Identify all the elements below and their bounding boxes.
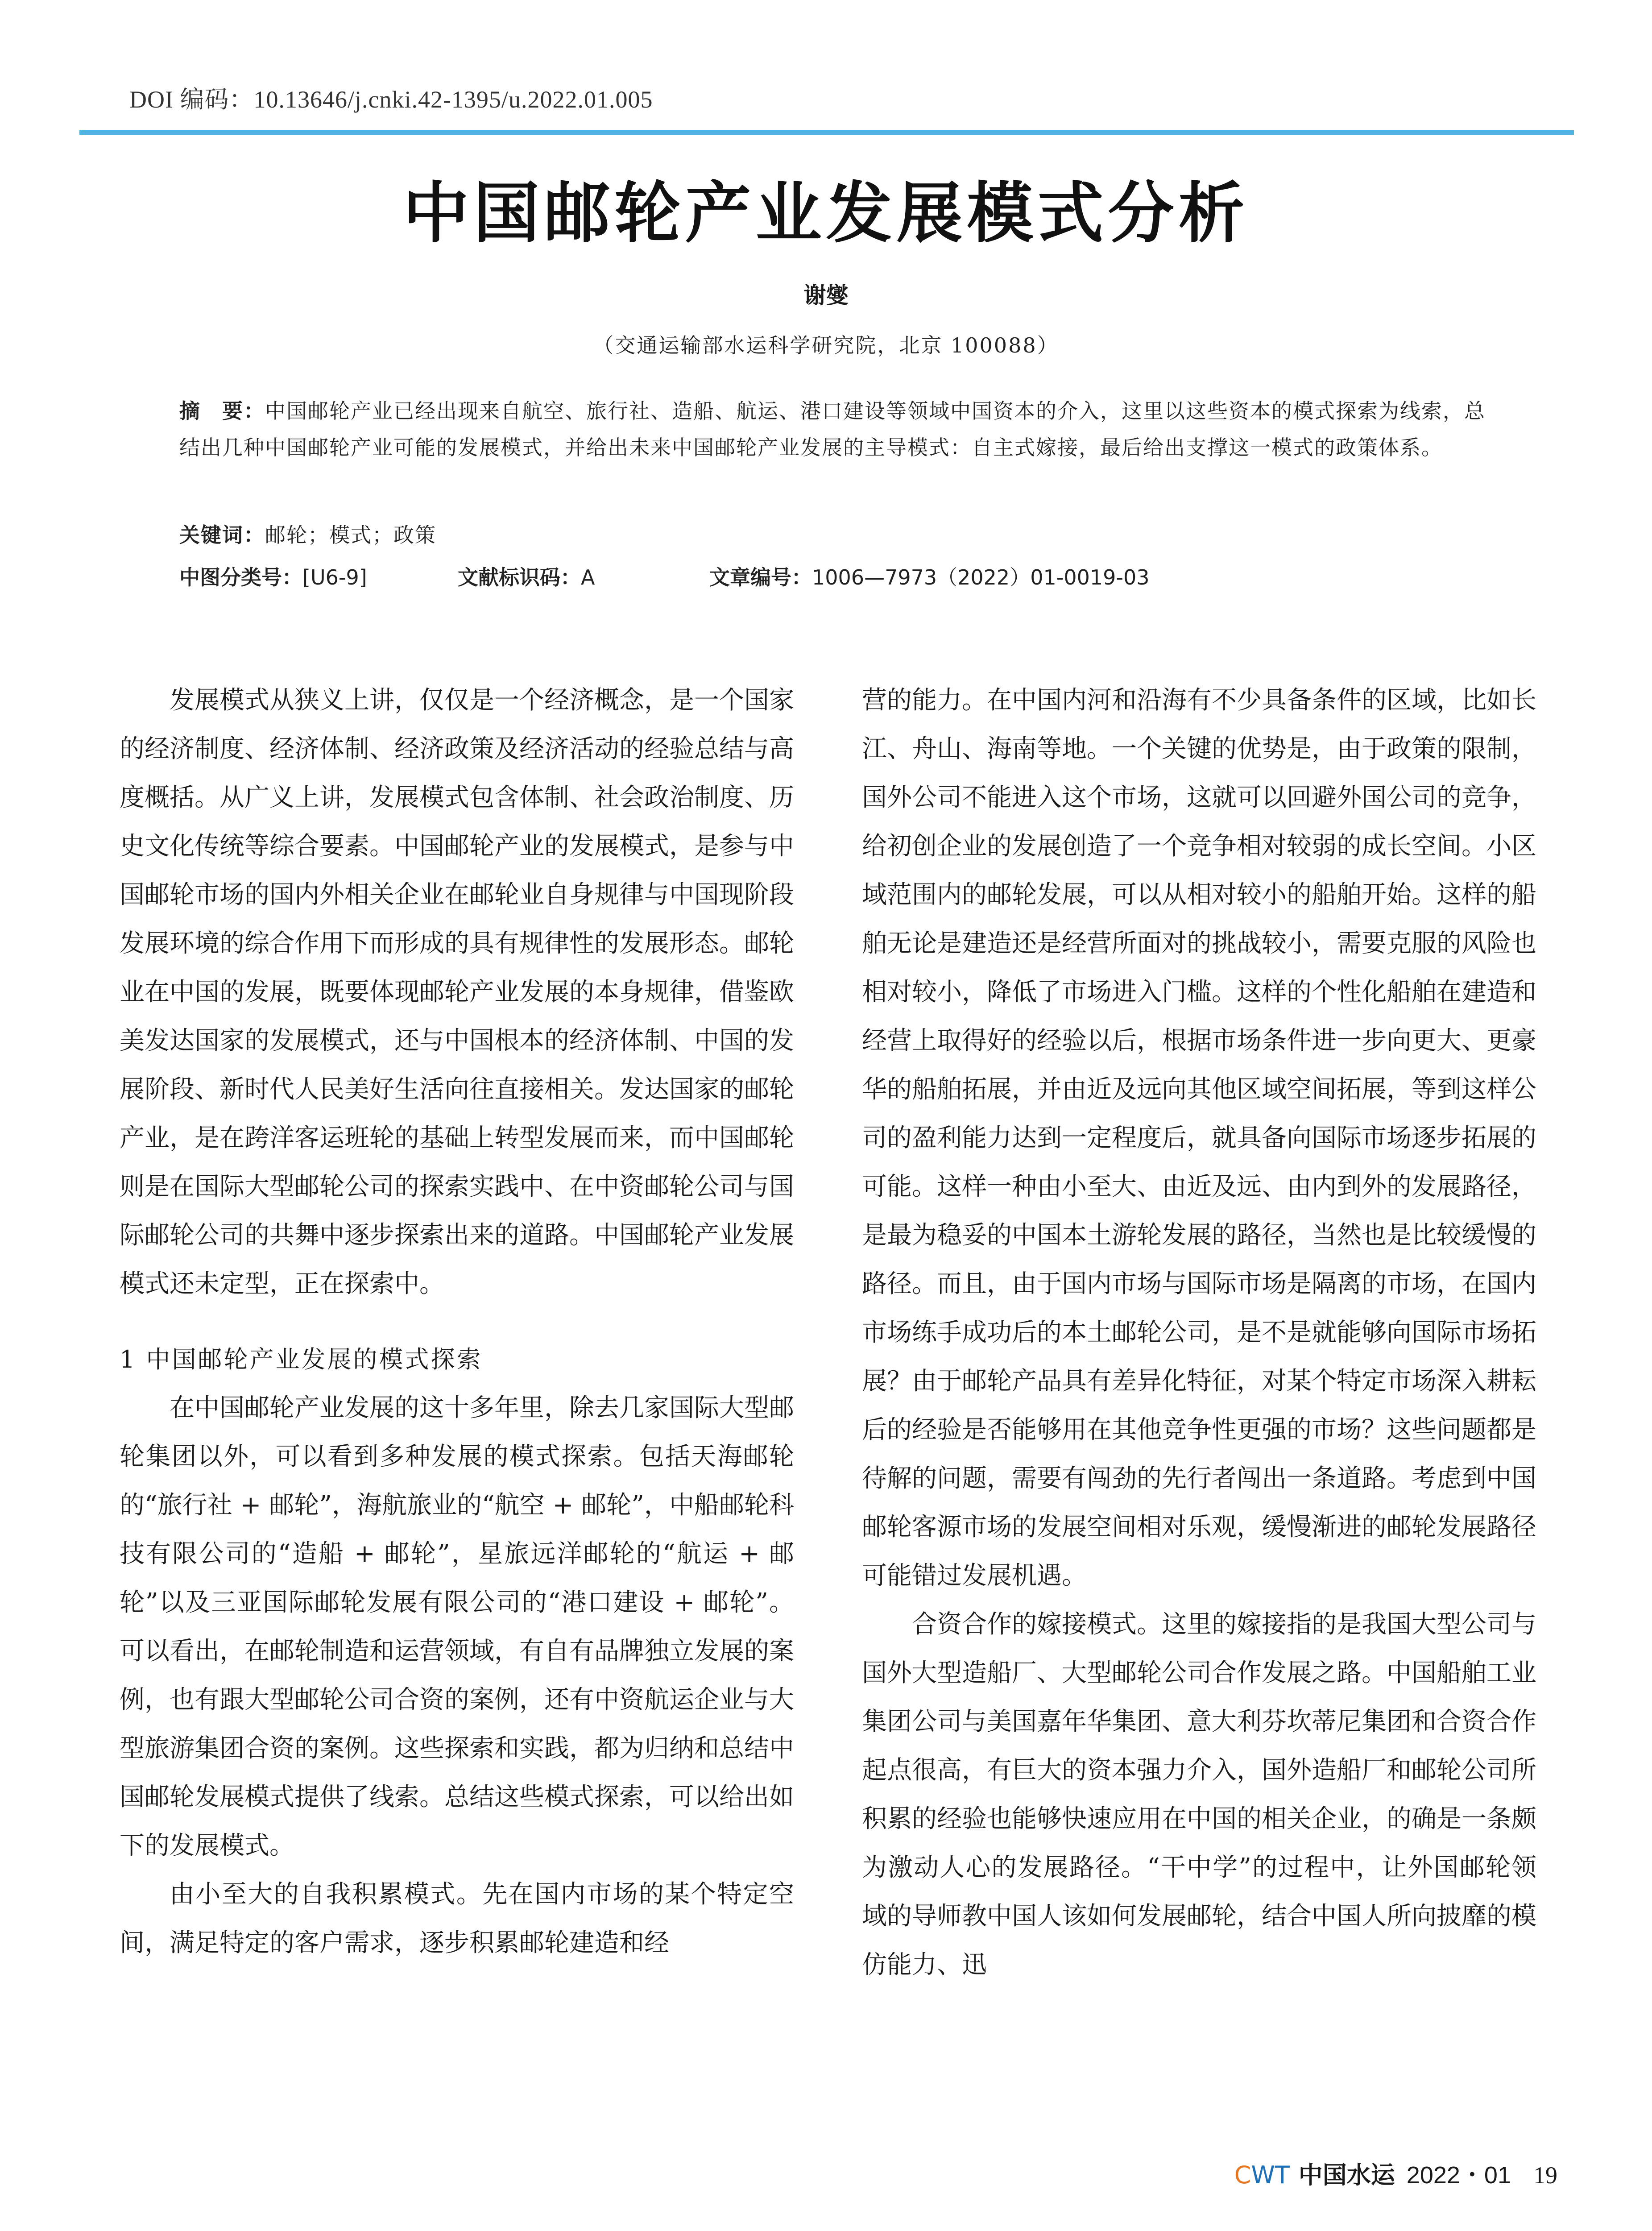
classification-label: 中图分类号： — [179, 565, 302, 589]
journal-logo-wt: WT — [1251, 2161, 1290, 2189]
classification-value: [U6-9] — [302, 565, 367, 589]
body-paragraph-continued: 营的能力。在中国内河和沿海有不少具备条件的区域，比如长江、舟山、海南等地。一个关键的优势是，由于政策的限制，国外公司不能进入这个市场，这就可以回避外国公司的竞争，给初创企业的发展创造了一个竞争相对较弱的成长空间。小区域范围内的邮轮发展，可以从相对较小的船舶开始。这样的船舶无论是建造还是经营所面对的挑战较小，需要克服的风险也相对较小，降低了市场进入门槛。这样的个性化船舶在建造和经营上取得好的经验以后，根据市场条件进一步向更大、更豪华的船舶拓展，并由近及远向其他区域空间拓展，等到这样公司的盈利能力达到一定程度后，就具备向国际市场逐步拓展的可能。这样一种由小至大、由近及远、由内到外的发展路径，是最为稳妥的中国本土游轮发展的路径，当然也是比较缓慢的路径。而且，由于国内市场与国际市场是隔离的市场，在国内市场练手成功后的本土邮轮公司，是不是就能够向国际市场拓展？由于邮轮产品具有差异化特征，对某个特定市场深入耕耘后的经验是否能够用在其他竞争性更强的市场？这些问题都是待解的问题，需要有闯劲的先行者闯出一条道路。考虑到中国邮轮客源市场的发展空间相对乐观，缓慢渐进的邮轮发展路径可能错过发展机遇。 — [862, 686, 1536, 1590]
page-footer — [1223, 2156, 1557, 2190]
journal-name: 中国水运 — [1298, 2161, 1395, 2189]
keywords-block — [179, 517, 1500, 553]
doi-line: DOI 编码：10.13646/j.cnki.42-1395/u.2022.01.005 — [129, 86, 653, 113]
doc-code-item — [458, 561, 595, 591]
page-number: 19 — [1533, 2162, 1557, 2189]
keywords-label: 关键词： — [179, 523, 265, 547]
doc-code-value: A — [581, 565, 595, 589]
journal-logo-c: C — [1234, 2161, 1251, 2189]
abstract-text: 中国邮轮产业已经出现来自航空、旅行社、造船、航运、港口建设等领域中国资本的介入，这里以这些资本的模式探索为线索，总结出几种中国邮轮产业可能的发展模式，并给出未来中国邮轮产业发展的主导模式：自主式嫁接，最后给出支撑这一模式的政策体系。 — [179, 399, 1486, 460]
body-column-left — [120, 676, 794, 1967]
author-name: 谢燮 — [803, 282, 849, 308]
article-number-label: 文章编号： — [709, 565, 812, 589]
doc-code-label: 文献标识码： — [458, 565, 581, 589]
keywords-text: 邮轮；模式；政策 — [265, 523, 436, 547]
classification-item — [179, 561, 367, 591]
body-paragraph: 合资合作的嫁接模式。这里的嫁接指的是我国大型公司与国外大型造船厂、大型邮轮公司合作发展之路。中国船舶工业集团公司与美国嘉年华集团、意大利芬坎蒂尼集团和合资合作起点很高，有巨大的资本强力介入，国外造船厂和邮轮公司所积累的经验也能够快速应用在中国的相关企业，的确是一条颇为激动人心的发展路径。“干中学”的过程中，让外国邮轮领域的导师教中国人该如何发展邮轮，结合中国人所向披靡的模仿能力、迅 — [862, 1610, 1536, 1979]
abstract-block — [179, 393, 1500, 466]
article-title: 中国邮轮产业发展模式分析 — [403, 175, 1249, 252]
body-paragraph: 发展模式从狭义上讲，仅仅是一个经济概念，是一个国家的经济制度、经济体制、经济政策及经济活动的经验总结与高度概括。从广义上讲，发展模式包含体制、社会政治制度、历史文化传统等综合要素。中国邮轮产业的发展模式，是参与中国邮轮市场的国内外相关企业在邮轮业自身规律与中国现阶段发展环境的综合作用下而形成的具有规律性的发展形态。邮轮业在中国的发展，既要体现邮轮产业发展的本身规律，借鉴欧美发达国家的发展模式，还与中国根本的经济体制、中国的发展阶段、新时代人民美好生活向往直接相关。发达国家的邮轮产业，是在跨洋客运班轮的基础上转型发展而来，而中国邮轮则是在国际大型邮轮公司的探索实践中、在中资邮轮公司与国际邮轮公司的共舞中逐步探索出来的道路。中国邮轮产业发展模式还未定型，正在探索中。 — [120, 686, 794, 1298]
article-number-value: 1006—7973（2022）01-0019-03 — [812, 565, 1150, 589]
issue-number: 2022・01 — [1406, 2162, 1511, 2189]
header-rule — [79, 130, 1574, 135]
article-number-item — [709, 561, 1150, 591]
body-paragraph: 在中国邮轮产业发展的这十多年里，除去几家国际大型邮轮集团以外，可以看到多种发展的模式探索。包括天海邮轮的“旅行社 + 邮轮”，海航旅业的“航空 + 邮轮”，中船邮轮科技有限公司的“造船 + 邮轮”，星旅远洋邮轮的“航运 + 邮轮”以及三亚国际邮轮发展有限公司的“港口建设 + 邮轮”。 可以看出，在邮轮制造和运营领域，有自有品牌独立发展的案例，也有跟大型邮轮公司合资的案例，还有中资航运企业与大型旅游集团合资的案例。这些探索和实践，都为归纳和总结中国邮轮发展模式提供了线索。总结这些模式探索，可以给出如下的发展模式。 — [120, 1393, 794, 1860]
section-heading: 1 中国邮轮产业发展的模式探索 — [120, 1345, 483, 1373]
abstract-label: 摘 要： — [179, 399, 265, 423]
body-paragraph: 由小至大的自我积累模式。先在国内市场的某个特定空间，满足特定的客户需求，逐步积累邮轮建造和经 — [120, 1880, 794, 1957]
body-column-right — [862, 676, 1536, 1989]
author-affiliation: （交通运输部水运科学研究院，北京 100088） — [593, 333, 1059, 357]
